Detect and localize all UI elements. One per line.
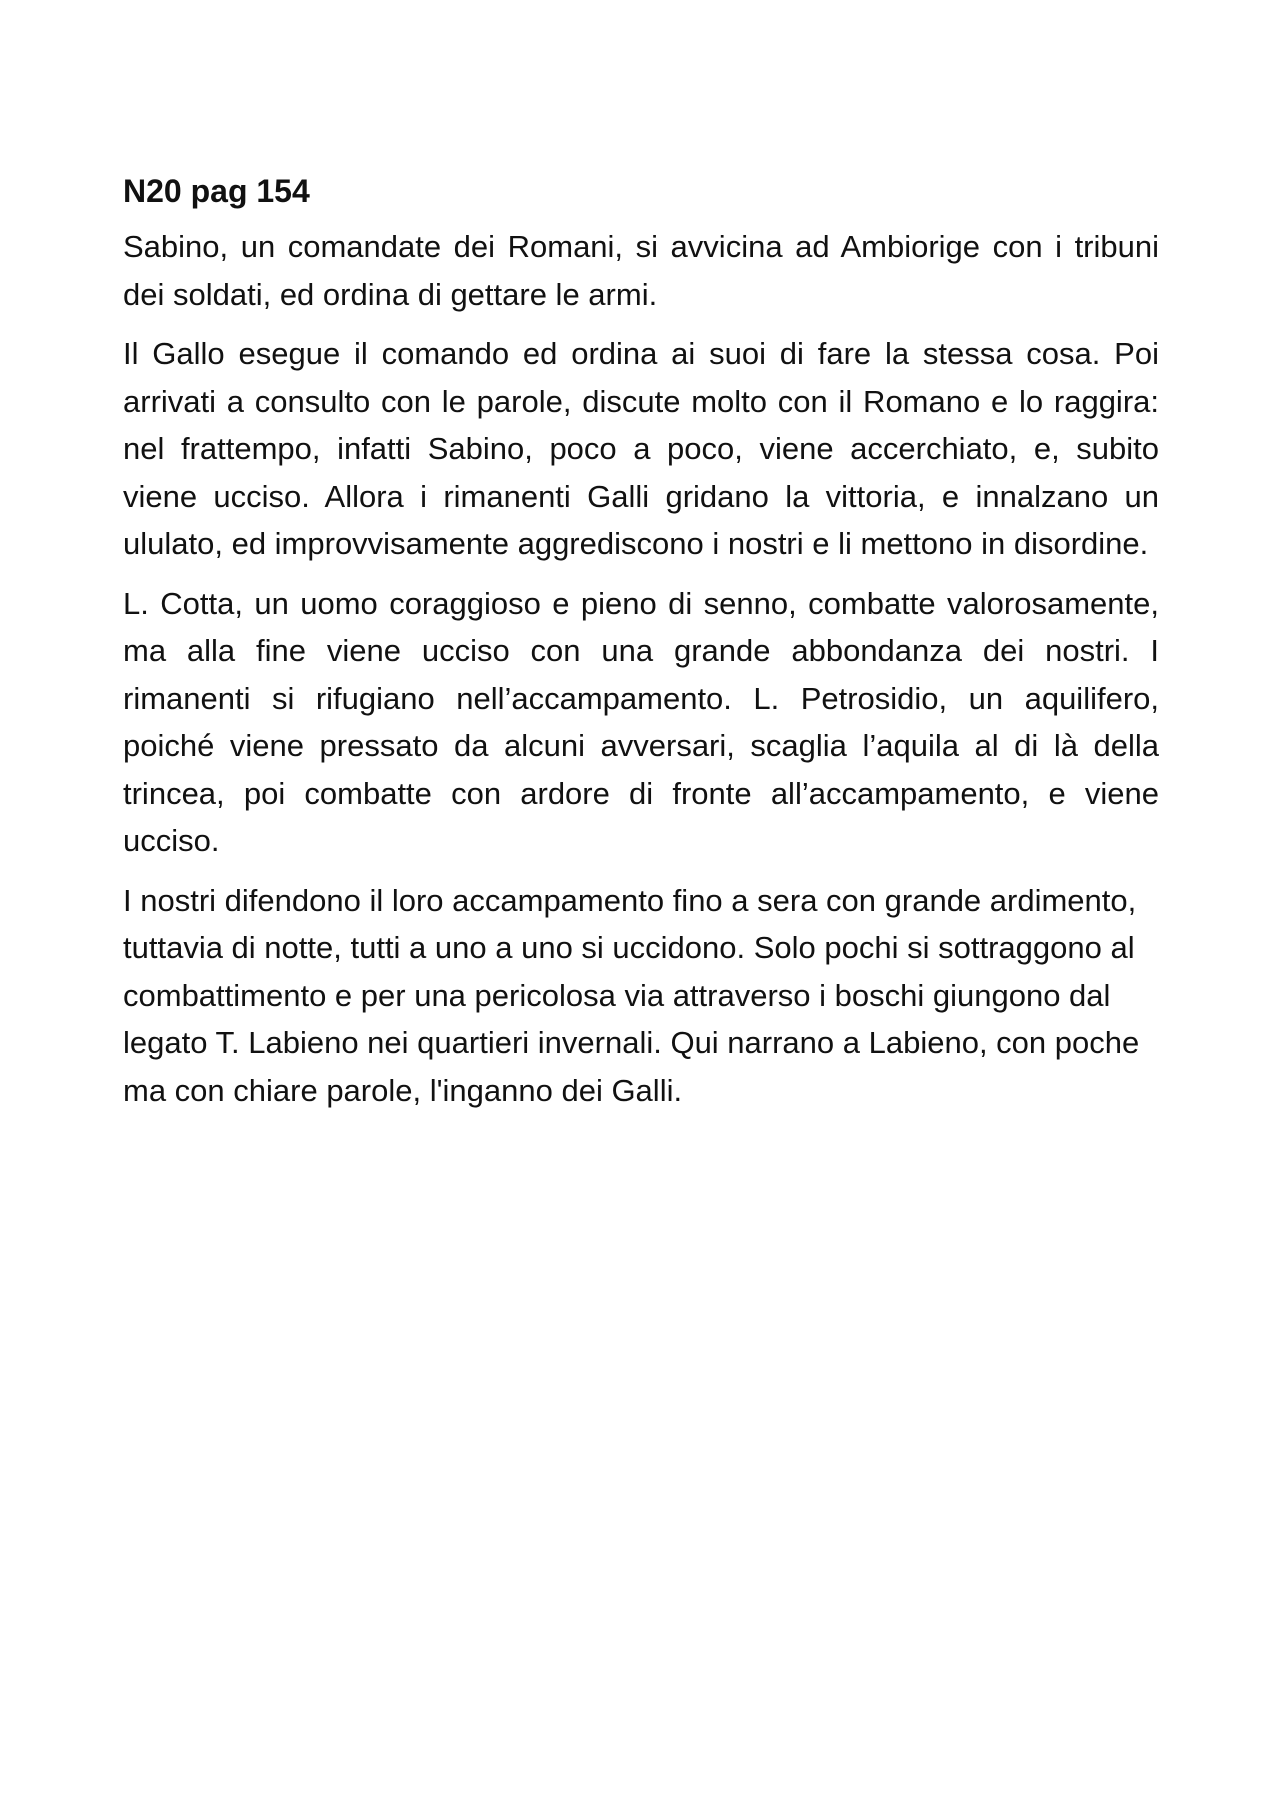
paragraph-3: L. Cotta, un uomo coraggioso e pieno di senno, combatte valorosamente, ma alla fine viene ucciso con una grande abbondanza dei nostri. I rimanenti si rifugiano nell’accampamento. L. Petrosidio, un aquilifero, poiché viene pressato da alcuni avversari, scaglia l’aquila al di là della trincea, poi combatte con ardore di fronte all’accampamento, e viene ucciso. <box>123 585 1159 858</box>
paragraph-2: Il Gallo esegue il comando ed ordina ai suoi di fare la stessa cosa. Poi arrivati a consulto con le parole, discute molto con il Romano e lo raggira: nel frattempo, infatti Sabino, poco a poco, viene accerchiato, e, subito viene ucciso. Allora i rimanenti Galli gridano la vittoria, e innalzano un ululato, ed improvvisamente aggrediscono i nostri e li mettono in disordine. <box>123 336 1159 561</box>
document-body <box>123 165 1159 1126</box>
paragraph-4: I nostri difendono il loro accampamento fino a sera con grande ardimento, tuttavia di notte, tutti a uno a uno si uccidono. Solo pochi si sottraggono al combattimento e per una pericolosa via attraverso i boschi giungono dal legato T. Labieno nei quartieri invernali. Qui narrano a Labieno, con poche ma con chiare parole, l'inganno dei Galli. <box>123 882 1140 1108</box>
document-title: N20 pag 154 <box>123 173 310 209</box>
paragraph-1: Sabino, un comandate dei Romani, si avvicina ad Ambiorige con i tribuni dei soldati, ed ordina di gettare le armi. <box>123 229 1159 312</box>
